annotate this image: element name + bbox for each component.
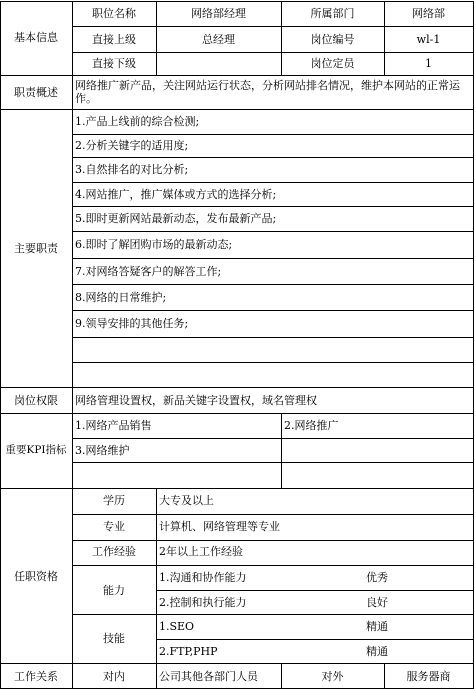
ability-name: 2.控制和执行能力	[159, 596, 247, 609]
rule	[72, 52, 474, 53]
ability-label: 能力	[103, 584, 125, 597]
rule	[72, 310, 474, 311]
major-label: 专业	[103, 520, 125, 533]
superior-value: 总经理	[202, 33, 235, 46]
duty-item: 2.分析关键字的适用度;	[75, 139, 189, 152]
experience-label: 工作经验	[92, 545, 136, 558]
duty-item: 5.即时更新网站最新动态，发布最新产品;	[75, 212, 277, 225]
duty-item: 1.产品上线前的综合检测;	[75, 115, 200, 128]
ability-level: 良好	[366, 596, 388, 609]
authority-section-label: 岗位权限	[14, 394, 58, 407]
kpi-item: 2.网络推广	[284, 419, 339, 432]
rule	[0, 1, 1, 689]
position-name-value: 网络部经理	[191, 7, 246, 20]
headcount-label: 岗位定员	[310, 57, 355, 70]
kpi-item: 3.网络维护	[75, 444, 130, 457]
subordinate-label: 直接下级	[92, 57, 136, 70]
position-no-label: 岗位编号	[310, 33, 355, 46]
rule	[72, 157, 474, 158]
education-label: 学历	[103, 494, 125, 507]
basic-info-section-label: 基本信息	[14, 31, 58, 44]
rule	[72, 206, 474, 207]
education-value: 大专及以上	[159, 494, 214, 507]
rule	[72, 438, 474, 439]
internal-label: 对内	[103, 670, 125, 683]
external-label: 对外	[321, 670, 344, 683]
overview-text: 网络推广新产品，关注网站运行状态，分析网站排名情况，维护本网站的正常运作。	[75, 79, 460, 105]
rule	[72, 26, 474, 27]
rule	[72, 134, 474, 135]
rule	[72, 231, 474, 232]
duty-item: 3.自然排名的对比分析;	[75, 163, 189, 176]
rule	[72, 258, 474, 259]
qualification-section-label: 任职资格	[14, 570, 58, 583]
internal-value: 公司其他各部门人员	[159, 670, 258, 683]
skill-label: 技能	[103, 632, 125, 645]
position-no-value: wl-1	[416, 33, 441, 46]
department-label: 所属部门	[310, 7, 355, 20]
duty-item: 4.网站推广，推广媒体或方式的选择分析;	[75, 188, 277, 201]
rule	[72, 514, 474, 515]
rule	[72, 614, 474, 615]
duty-item: 6.即时了解团购市场的最新动态;	[75, 238, 233, 251]
overview-section-label: 职责概述	[14, 86, 58, 99]
ability-name: 1.沟通和协作能力	[159, 571, 247, 584]
headcount-value: 1	[425, 57, 432, 70]
department-value: 网络部	[412, 7, 445, 20]
duty-item: 9.领导安排的其他任务;	[75, 317, 189, 330]
ability-level: 优秀	[366, 571, 388, 584]
rule	[72, 540, 474, 541]
rule	[72, 284, 474, 285]
authority-text: 网络管理设置权，新品关键字设置权，域名管理权	[75, 394, 317, 407]
rule	[72, 462, 474, 463]
major-value: 计算机、网络管理等专业	[159, 520, 280, 533]
superior-label: 直接上级	[92, 33, 136, 46]
rule	[72, 565, 474, 566]
rule	[156, 639, 474, 640]
rule	[156, 488, 157, 688]
skill-name: 1.SEO	[159, 620, 195, 633]
rule	[72, 182, 474, 183]
rule	[281, 413, 282, 488]
skill-level: 精通	[366, 645, 388, 658]
rule	[72, 337, 474, 338]
duty-item: 8.网络的日常维护;	[75, 291, 167, 304]
rule	[156, 590, 474, 591]
skill-name: 2.FTP,PHP	[159, 645, 218, 658]
duties-section-label: 主要职责	[14, 242, 58, 255]
kpi-section-label: 重要KPI指标	[5, 444, 67, 456]
duty-item: 7.对网络答疑客户的解答工作;	[75, 265, 222, 278]
relations-section-label: 工作关系	[14, 670, 58, 683]
external-value: 服务器商	[406, 670, 451, 683]
rule	[72, 362, 474, 363]
skill-level: 精通	[366, 620, 388, 633]
experience-value: 2年以上工作经验	[159, 545, 243, 558]
position-name-label: 职位名称	[92, 7, 136, 20]
kpi-item: 1.网络产品销售	[75, 419, 152, 432]
